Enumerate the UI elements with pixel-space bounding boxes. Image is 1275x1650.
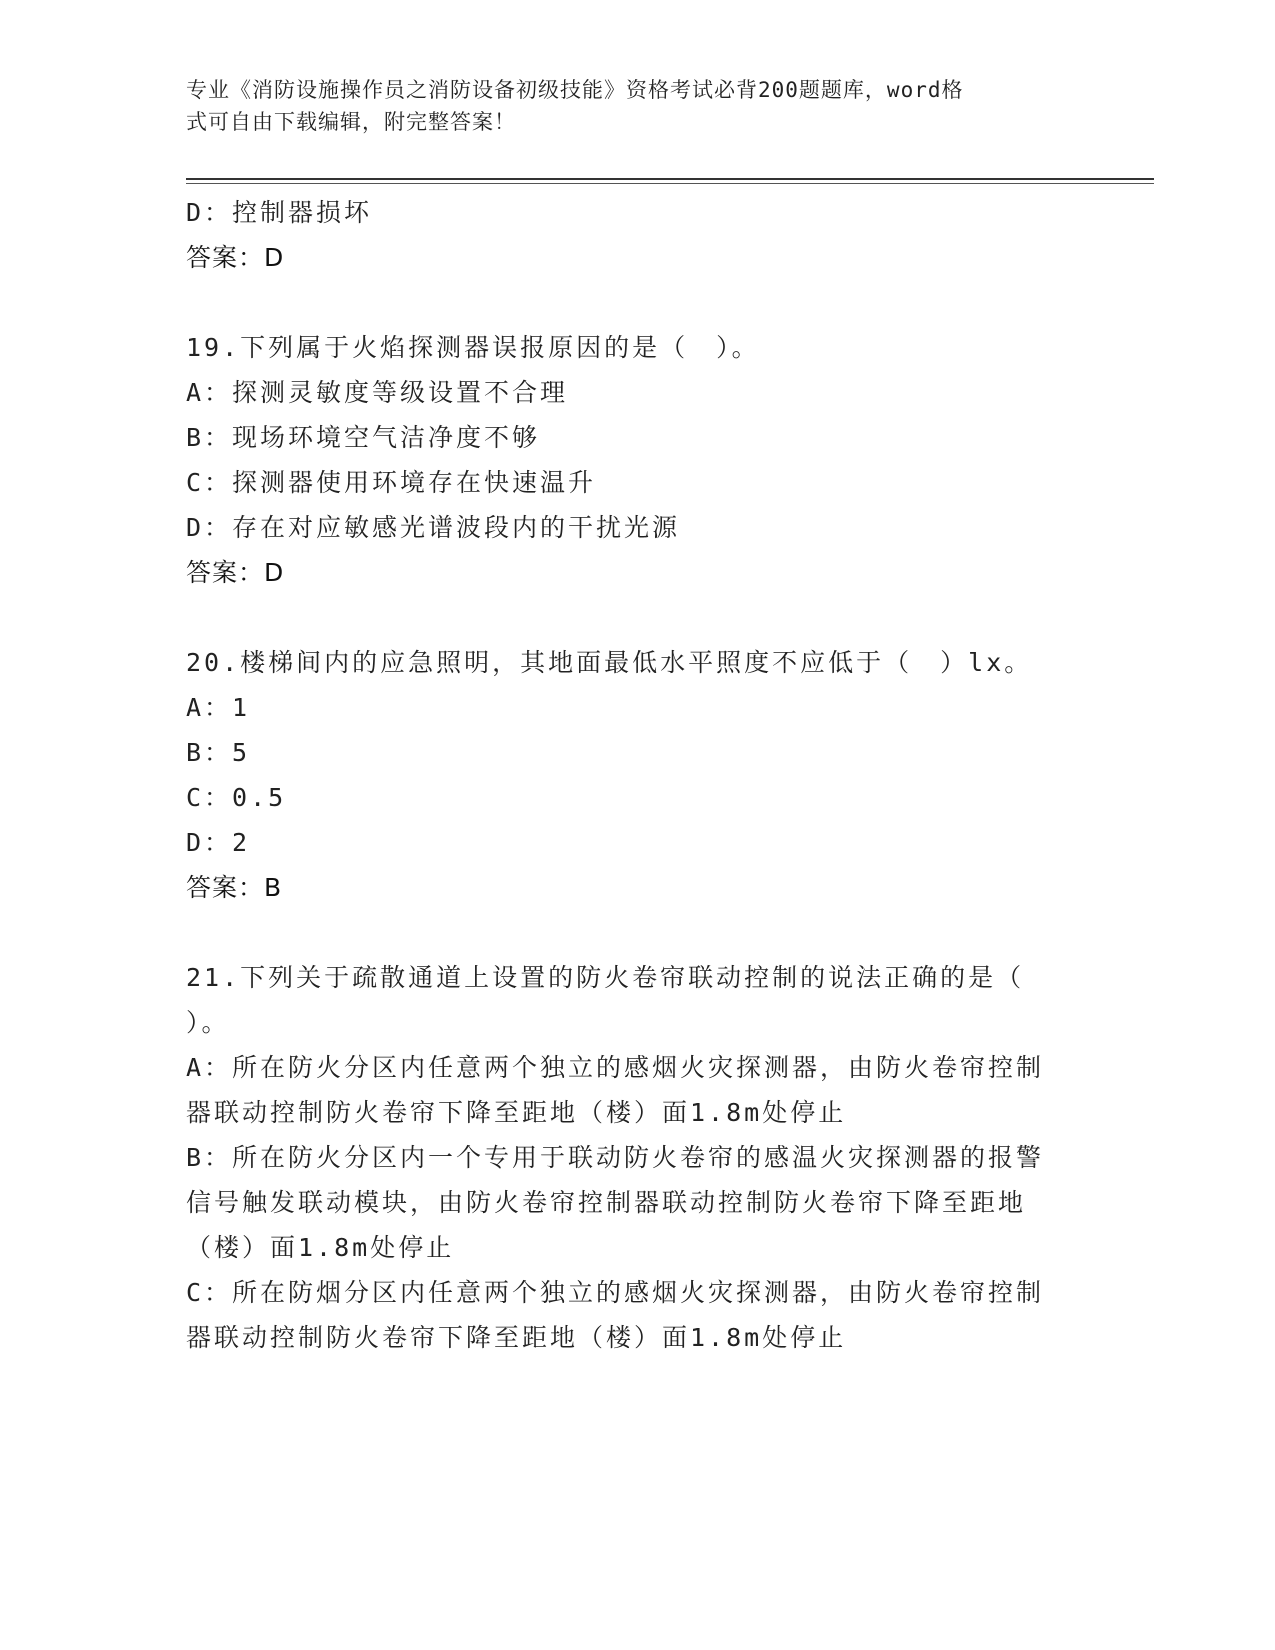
option-b-line-2: 信号触发联动模块，由防火卷帘控制器联动控制防火卷帘下降至距地 [186,1188,1027,1217]
option-a: A：1 [186,693,251,722]
option-b: B：现场环境空气洁净度不够 [186,423,541,452]
question-list [186,190,1086,1360]
option-b-line-3: （楼）面1.8m处停止 [186,1233,455,1262]
option-d: D：控制器损坏 [186,198,373,227]
answer-label: 答案：D [186,243,285,272]
option-d: D：存在对应敏感光谱波段内的干扰光源 [186,513,681,542]
option-c: C：探测器使用环境存在快速温升 [186,468,597,497]
question-20 [186,640,1086,910]
option-c-line-2: 器联动控制防火卷帘下降至距地（楼）面1.8m处停止 [186,1323,847,1352]
option-c: C：0.5 [186,783,287,812]
option-a: A：探测灵敏度等级设置不合理 [186,378,569,407]
header-divider-thick [186,178,1154,180]
header-line-1: 专业《消防设施操作员之消防设备初级技能》资格考试必背200题题库，word格 [186,78,964,102]
header-line-2: 式可自由下载编辑，附完整答案！ [186,110,516,134]
question-19 [186,325,1086,595]
answer-label: 答案：B [186,873,283,902]
spacer [186,595,1086,640]
spacer [186,280,1086,325]
option-b: B：5 [186,738,251,767]
question-18-tail [186,190,1086,280]
page-header [186,74,1066,138]
question-stem: 19.下列属于火焰探测器误报原因的是（ ）。 [186,333,760,362]
answer-label: 答案：D [186,558,285,587]
question-21 [186,955,1086,1360]
option-a-line-1: A：所在防火分区内任意两个独立的感烟火灾探测器，由防火卷帘控制 [186,1053,1045,1082]
option-b-line-1: B：所在防火分区内一个专用于联动防火卷帘的感温火灾探测器的报警 [186,1143,1045,1172]
option-c-line-1: C：所在防烟分区内任意两个独立的感烟火灾探测器，由防火卷帘控制 [186,1278,1045,1307]
question-stem-line-1: 21.下列关于疏散通道上设置的防火卷帘联动控制的说法正确的是（ [186,963,1025,992]
option-d: D：2 [186,828,251,857]
question-stem-line-2: ）。 [186,1008,230,1037]
spacer [186,910,1086,955]
question-stem: 20.楼梯间内的应急照明，其地面最低水平照度不应低于（ ）lx。 [186,648,1033,677]
header-divider-thin [186,183,1154,184]
option-a-line-2: 器联动控制防火卷帘下降至距地（楼）面1.8m处停止 [186,1098,847,1127]
